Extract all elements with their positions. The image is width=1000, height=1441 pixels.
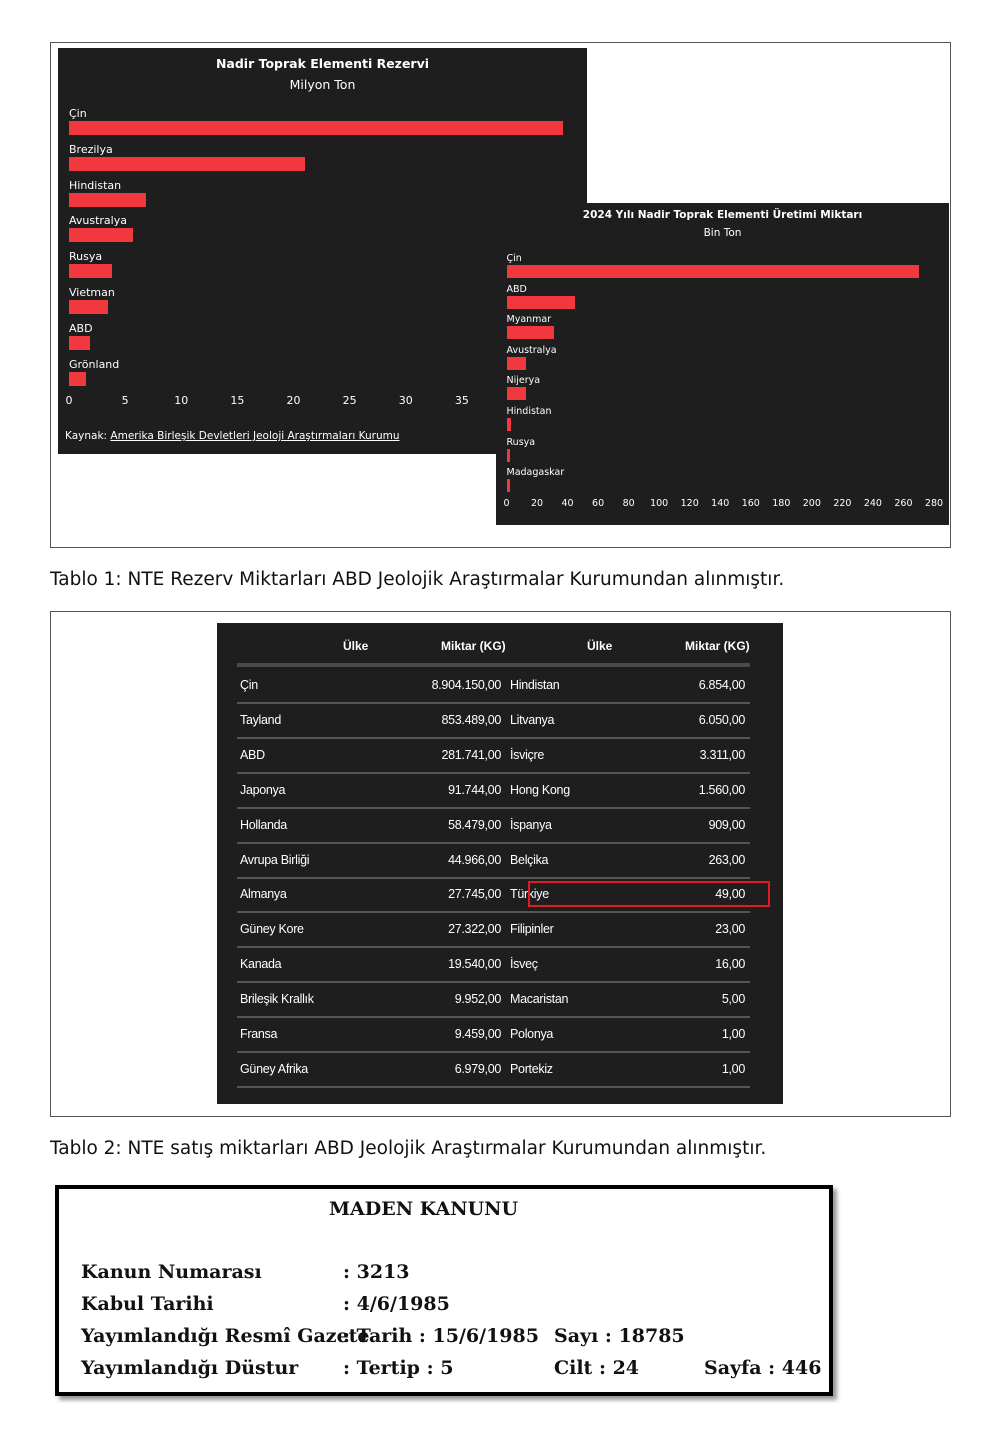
country-cell: Macaristan: [510, 992, 569, 1007]
tick-label: 40: [561, 498, 574, 509]
country-cell: Hindistan: [510, 678, 560, 692]
country-cell: ABD: [240, 747, 265, 762]
dustur-value: : Tertip : 5: [343, 1357, 454, 1379]
tick-label: 15: [230, 394, 245, 407]
tick-label: 30: [398, 394, 413, 407]
tick-label: 20: [286, 394, 301, 407]
table-row: [237, 876, 750, 913]
tick-label: 220: [833, 498, 852, 509]
reserve-chart-subtitle: Milyon Ton: [289, 77, 356, 92]
country-cell: Litvanya: [510, 712, 555, 727]
bar: [69, 264, 112, 278]
tick-label: 120: [680, 498, 699, 509]
country-cell: Japonya: [240, 782, 286, 797]
tick-label: 25: [342, 394, 357, 407]
amount-cell: 27.745,00: [448, 887, 501, 902]
tick-label: 240: [863, 498, 882, 509]
header-country-2: Ülke: [587, 639, 613, 653]
category-label: Brezilya: [69, 142, 113, 156]
tick-label: 260: [894, 498, 913, 509]
table-row: [237, 807, 750, 844]
production-chart: [496, 203, 949, 525]
tick-label: 200: [802, 498, 821, 509]
country-cell: Avrupa Birliği: [240, 852, 310, 867]
tick-label: 140: [711, 498, 730, 509]
amount-cell: 91.744,00: [448, 782, 501, 797]
bar: [507, 449, 511, 462]
category-label: Hindistan: [506, 406, 552, 417]
tick-label: 0: [65, 394, 73, 407]
country-cell: Tayland: [240, 712, 281, 727]
source-label: Kaynak:: [65, 430, 108, 442]
tick-label: 60: [592, 498, 605, 509]
sales-table: [217, 623, 783, 1104]
amount-cell: 16,00: [715, 957, 745, 972]
amount-cell: 6.854,00: [698, 678, 745, 692]
tick-label: 160: [741, 498, 760, 509]
tick-label: 80: [622, 498, 635, 509]
header-amount-2: Miktar (KG): [685, 639, 750, 653]
country-cell: Hollanda: [240, 817, 287, 832]
category-label: Çin: [506, 253, 522, 264]
bar: [507, 418, 511, 431]
reserve-chart-source: [65, 430, 400, 442]
highlight-box: [528, 881, 770, 907]
category-label: Hindistan: [69, 178, 122, 192]
header-country-1: Ülke: [343, 639, 369, 653]
cilt-value: Cilt : 24: [554, 1357, 640, 1379]
tick-label: 5: [121, 394, 129, 407]
bar: [69, 300, 108, 314]
bar: [69, 193, 146, 207]
category-label: Avustralya: [506, 344, 557, 356]
category-label: Grönland: [69, 357, 120, 371]
table-row: [237, 1016, 750, 1053]
bar: [507, 479, 510, 492]
country-cell: İsveç: [510, 957, 538, 972]
amount-cell: 909,00: [708, 817, 745, 832]
amount-cell: 23,00: [715, 922, 745, 937]
table-row: [237, 911, 750, 948]
category-label: Rusya: [69, 250, 103, 264]
table-row: [237, 981, 750, 1018]
amount-cell: 8.904.150,00: [431, 678, 501, 692]
country-cell: Hong Kong: [510, 782, 570, 797]
category-label: Myanmar: [506, 314, 552, 326]
bar: [69, 121, 563, 135]
production-chart-title: 2024 Yılı Nadir Toprak Elementi Üretimi Miktarı: [582, 209, 863, 221]
kabul-value: : 4/6/1985: [343, 1293, 450, 1315]
tick-label: 35: [454, 394, 469, 407]
table-row: [237, 842, 750, 879]
category-label: Rusya: [506, 436, 536, 448]
amount-cell: 281.741,00: [441, 747, 501, 762]
country-cell: Almanya: [240, 887, 287, 902]
table-row: [237, 1051, 750, 1088]
bar: [507, 387, 527, 400]
bar: [69, 157, 305, 171]
amount-cell: 263,00: [708, 852, 745, 867]
tick-label: 280: [924, 498, 944, 509]
category-label: Avustralya: [69, 214, 127, 228]
country-cell: İspanya: [510, 817, 552, 832]
table-row: [237, 946, 750, 983]
production-chart-subtitle: Bin Ton: [703, 227, 742, 239]
header-amount-1: Miktar (KG): [441, 639, 506, 653]
bar: [507, 265, 919, 278]
gazete-label: Yayımlandığı Resmî Gazete: [81, 1325, 370, 1347]
kabul-label: Kabul Tarihi: [81, 1293, 214, 1315]
tick-label: 20: [530, 498, 544, 509]
amount-cell: 6.050,00: [698, 712, 745, 727]
amount-cell: 9.459,00: [454, 1027, 501, 1041]
country-cell: Güney Kore: [240, 922, 304, 937]
caption-table-2: Tablo 2: NTE satış miktarları ABD Jeolojik Araştırmalar Kurumundan alınmıştır.: [50, 1138, 767, 1159]
amount-cell: 1.560,00: [698, 782, 745, 797]
bar: [507, 326, 554, 339]
amount-cell: 1,00: [721, 1061, 745, 1076]
country-cell: Çin: [240, 678, 258, 692]
country-cell: Türkiye: [510, 887, 549, 902]
kanun-value: : 3213: [343, 1261, 410, 1283]
bar: [69, 228, 133, 242]
amount-cell: 49,00: [715, 887, 745, 902]
caption-table-1: Tablo 1: NTE Rezerv Miktarları ABD Jeolojik Araştırmalar Kurumundan alınmıştır.: [50, 569, 785, 590]
amount-cell: 9.952,00: [454, 992, 501, 1007]
tick-label: 10: [174, 394, 189, 407]
sayfa-value: Sayfa : 446: [704, 1357, 822, 1379]
tick-label: 180: [772, 498, 791, 509]
tick-label: 0: [503, 498, 510, 509]
country-cell: Kanada: [240, 957, 282, 972]
amount-cell: 853.489,00: [441, 712, 501, 727]
country-cell: İsviçre: [510, 747, 545, 762]
country-cell: Filipinler: [510, 922, 554, 937]
amount-cell: 3.311,00: [699, 747, 745, 762]
category-label: Çin: [69, 107, 87, 120]
bar: [69, 372, 86, 386]
amount-cell: 19.540,00: [448, 957, 501, 972]
country-cell: Portekiz: [510, 1061, 553, 1076]
bar: [507, 357, 527, 370]
tick-label: 100: [650, 498, 669, 509]
amount-cell: 44.966,00: [448, 852, 501, 867]
category-label: Nijerya: [506, 375, 541, 387]
country-cell: Brileşik Krallık: [240, 992, 314, 1007]
bar: [69, 336, 90, 350]
table-row: [237, 702, 750, 739]
table-row: [237, 772, 750, 809]
kanun-label: Kanun Numarası: [81, 1261, 262, 1283]
category-label: ABD: [69, 321, 93, 335]
source-link[interactable]: Amerika Birleşik Devletleri Jeoloji Araştırmaları Kurumu: [110, 430, 400, 442]
table-row: [237, 667, 750, 704]
country-cell: Fransa: [240, 1027, 278, 1041]
country-cell: Güney Afrika: [240, 1061, 308, 1076]
dustur-label: Yayımlandığı Düstur: [81, 1357, 299, 1379]
category-label: ABD: [506, 283, 527, 295]
reserve-chart-title: Nadir Toprak Elementi Rezervi: [215, 56, 430, 71]
amount-cell: 6.979,00: [454, 1061, 501, 1076]
bar: [507, 296, 576, 309]
law-title: MADEN KANUNU: [329, 1198, 519, 1220]
category-label: Vietman: [69, 286, 115, 299]
amount-cell: 5,00: [721, 992, 745, 1007]
amount-cell: 27.322,00: [448, 922, 501, 937]
sayi-value: Sayı : 18785: [554, 1325, 685, 1347]
amount-cell: 1,00: [721, 1027, 745, 1041]
category-label: Madagaskar: [506, 467, 565, 479]
country-cell: Belçika: [510, 852, 549, 867]
country-cell: Polonya: [510, 1027, 554, 1041]
law-box: [55, 1185, 833, 1396]
amount-cell: 58.479,00: [448, 817, 501, 832]
gazete-value: : Tarih : 15/6/1985: [343, 1325, 539, 1347]
table-row: [237, 737, 750, 774]
